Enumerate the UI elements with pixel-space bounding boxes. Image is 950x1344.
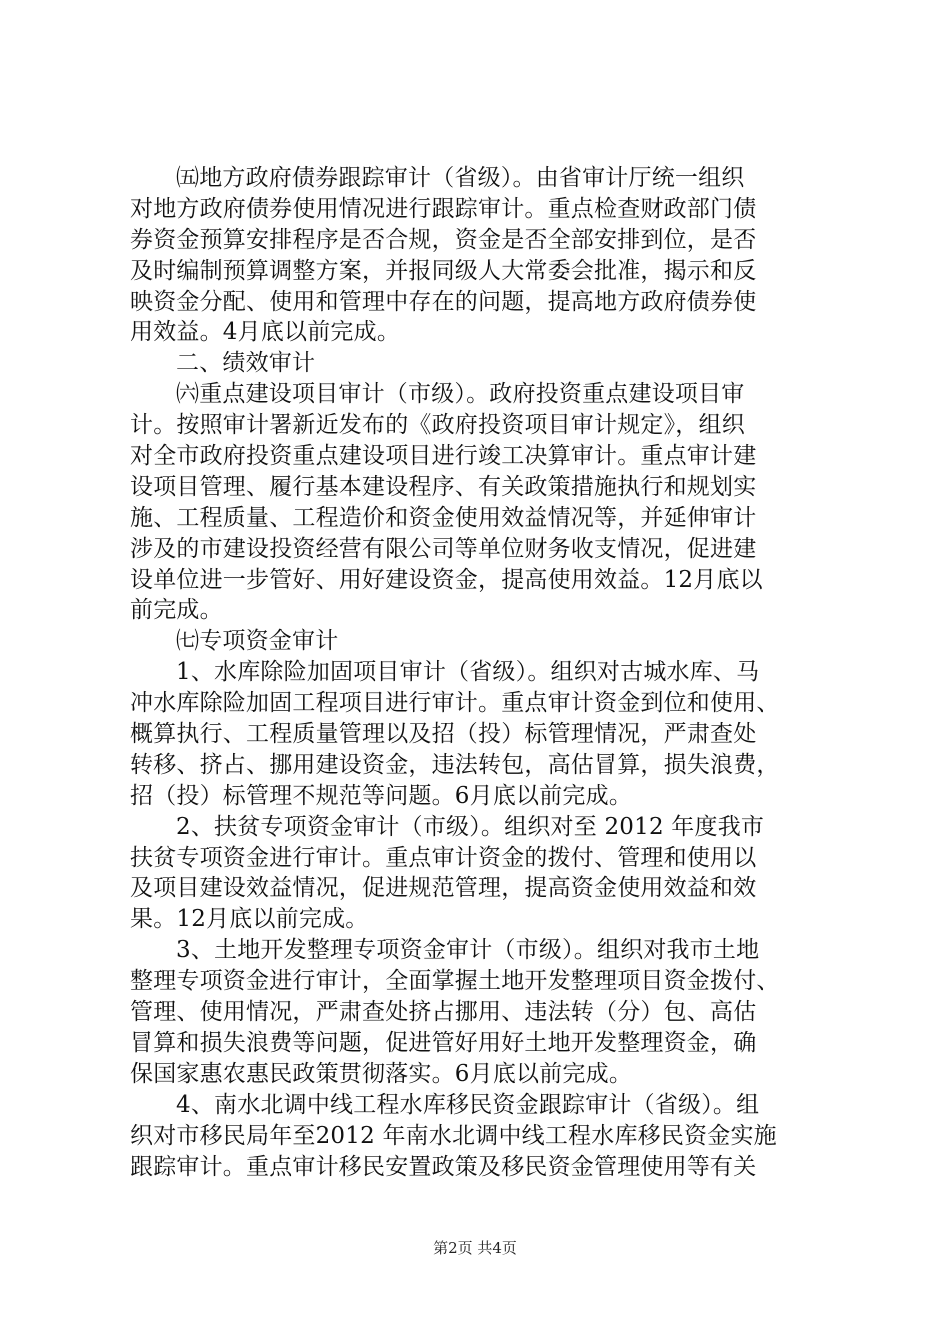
text-line: 扶贫专项资金进行审计。重点审计资金的拨付、管理和使用以: [130, 844, 757, 871]
text-line: 2、扶贫专项资金审计（市级）。组织对至 2012 年度我市: [176, 813, 765, 840]
text-line: 1、水库除险加固项目审计（省级）。组织对古城水库、马: [176, 659, 760, 686]
text-line: 对地方政府债券使用情况进行跟踪审计。重点检查财政部门债: [130, 195, 757, 222]
text-line: 招（投）标管理不规范等问题。6月底以前完成。: [130, 782, 633, 809]
text-line: 保国家惠农惠民政策贯彻落实。6月底以前完成。: [130, 1060, 633, 1087]
text-line: 涉及的市建设投资经营有限公司等单位财务收支情况，促进建: [130, 535, 757, 562]
text-line: 转移、挤占、挪用建设资金，违法转包，高估冒算，损失浪费，: [130, 751, 780, 778]
text-line: 4、南水北调中线工程水库移民资金跟踪审计（省级）。组: [176, 1091, 760, 1118]
text-line: 跟踪审计。重点审计移民安置政策及移民资金管理使用等有关: [130, 1153, 757, 1180]
text-line: 冲水库除险加固工程项目进行审计。重点审计资金到位和使用、: [130, 690, 780, 717]
text-line: ㈥重点建设项目审计（市级）。政府投资重点建设项目审: [176, 381, 745, 408]
text-line: 及时编制预算调整方案，并报同级人大常委会批准，揭示和反: [130, 257, 757, 284]
document-body: [130, 163, 830, 1182]
text-line: 及项目建设效益情况，促进规范管理，提高资金使用效益和效: [130, 875, 757, 902]
text-line: 果。12月底以前完成。: [130, 906, 369, 933]
text-line: ㈤地方政府债券跟踪审计（省级）。由省审计厅统一组织: [176, 165, 745, 191]
text-line: ㈦专项资金审计: [176, 628, 339, 655]
page-footer: 第2页 共4页: [433, 1239, 517, 1257]
text-line: 二、绩效审计: [176, 350, 316, 377]
text-line: 对全市政府投资重点建设项目进行竣工决算审计。重点审计建: [130, 443, 757, 470]
text-line: 映资金分配、使用和管理中存在的问题，提高地方政府债券使: [130, 288, 757, 315]
text-line: 冒算和损失浪费等问题，促进管好用好土地开发整理资金，确: [130, 1029, 757, 1056]
text-line: 设项目管理、履行基本建设程序、有关政策措施执行和规划实: [130, 473, 757, 500]
text-line: 计。按照审计署新近发布的《政府投资项目审计规定》，组织: [130, 412, 745, 439]
text-line: 前完成。: [130, 597, 223, 624]
text-line: 3、土地开发整理专项资金审计（市级）。组织对我市土地: [176, 937, 760, 964]
text-line: 管理、使用情况，严肃查处挤占挪用、违法转（分）包、高估: [130, 999, 757, 1026]
text-line: 整理专项资金进行审计，全面掌握土地开发整理项目资金拨付、: [130, 968, 780, 995]
text-line: 设单位进一步管好、用好建设资金，提高使用效益。12月底以: [130, 566, 763, 593]
text-line: 织对市移民局年至2012 年南水北调中线工程水库移民资金实施: [130, 1122, 777, 1149]
text-line: 用效益。4月底以前完成。: [130, 319, 401, 346]
text-line: 施、工程质量、工程造价和资金使用效益情况等，并延伸审计: [130, 504, 757, 531]
text-line: 概算执行、工程质量管理以及招（投）标管理情况，严肃查处: [130, 721, 757, 748]
text-line: 券资金预算安排程序是否合规，资金是否全部安排到位，是否: [130, 226, 757, 253]
